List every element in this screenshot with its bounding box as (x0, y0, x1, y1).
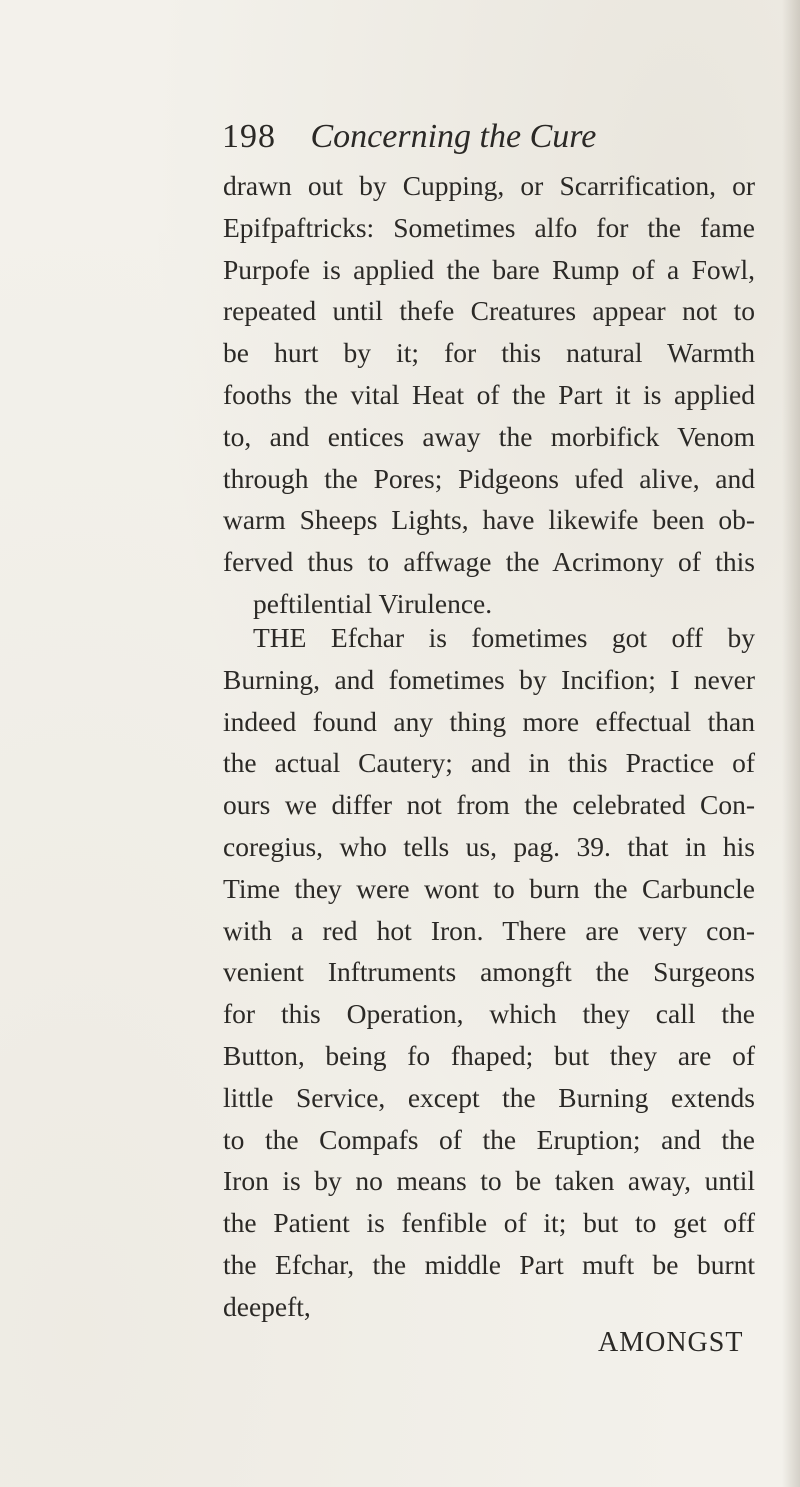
text-line: to the Compafs of the Eruption; and the (223, 1123, 755, 1155)
running-head: Concerning the Cure (310, 118, 597, 155)
text-line: Time they were wont to burn the Carbuncle (223, 872, 755, 904)
text-line: indeed found any thing more effectual than (223, 705, 755, 737)
catchword: AMONGST (598, 1327, 744, 1358)
paragraph-2 (223, 617, 755, 1328)
text-line: repeated until thefe Creatures appear not to (223, 295, 755, 327)
text-line: be hurt by it; for this natural Warmth (223, 337, 755, 369)
text-line: peftilential Virulence. (253, 587, 493, 619)
text-line: with a red hot Iron. There are very con- (223, 914, 755, 946)
page-header (222, 118, 596, 156)
text-line: ours we differ not from the celebrated Con- (223, 789, 755, 821)
page-number: 198 (222, 118, 276, 155)
text-line: little Service, except the Burning extends (223, 1081, 755, 1113)
page-edge-shadow (782, 0, 800, 1487)
paragraph-1 (223, 165, 755, 625)
text-line: to, and entices away the morbifick Venom (223, 420, 755, 452)
text-line: ferved thus to affwage the Acrimony of this (223, 546, 755, 578)
text-line: drawn out by Cupping, or Scarrification, or (223, 170, 755, 201)
text-line: fooths the vital Heat of the Part it is applied (223, 378, 755, 410)
text-line: Button, being fo fhaped; but they are of (223, 1039, 755, 1071)
text-line: deepeft, (223, 1290, 311, 1322)
text-line: THE Efchar is fometimes got off by (253, 622, 755, 653)
text-line: Burning, and fometimes by Incifion; I never (223, 663, 755, 695)
text-line: for this Operation, which they call the (223, 998, 755, 1030)
text-line: the Efchar, the middle Part muft be burnt (223, 1248, 755, 1280)
text-line: through the Pores; Pidgeons ufed alive, and (223, 462, 755, 494)
text-line: the Patient is fenfible of it; but to get off (223, 1207, 755, 1239)
text-line: Epifpaftricks: Sometimes alfo for the fame (223, 211, 755, 243)
text-line: venient Inftruments amongft the Surgeons (223, 956, 755, 988)
text-line: the actual Cautery; and in this Practice of (223, 747, 755, 779)
text-line: coregius, who tells us, pag. 39. that in his (223, 830, 755, 862)
text-line: warm Sheeps Lights, have likewife been ob- (223, 504, 755, 536)
text-line: Iron is by no means to be taken away, until (223, 1165, 755, 1197)
text-line: Purpofe is applied the bare Rump of a Fowl, (223, 253, 755, 285)
